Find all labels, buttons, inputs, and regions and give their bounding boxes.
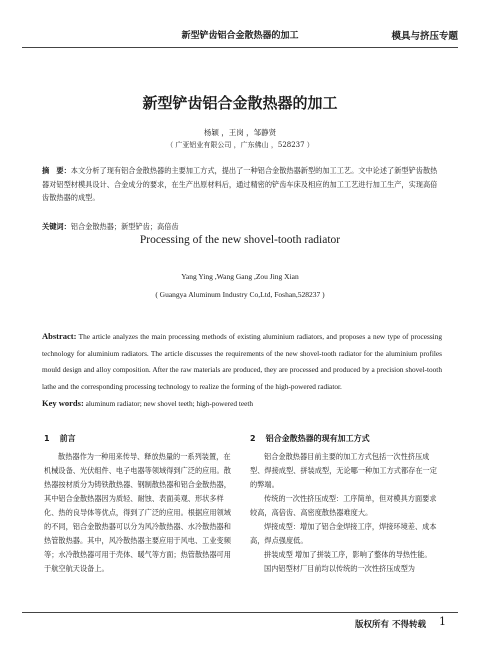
section-2-number: 2 xyxy=(250,434,256,443)
section-1-heading xyxy=(44,432,236,446)
en-keywords-label: Key words: xyxy=(42,398,84,408)
cn-affiliation: （ 广亚铝业有限公司 ，广东佛山 ，528237 ） xyxy=(166,141,314,149)
section-2-heading xyxy=(250,432,442,446)
section-2-paragraph-5: 国内铝型材厂目前均以传统的一次性挤压成型为 xyxy=(264,564,415,573)
section-name: 模具与挤压专题 xyxy=(391,31,458,42)
section-1-number: 1 xyxy=(44,434,50,443)
cn-abstract-text: 本文分析了现有铝合金散热器的主要加工方式，提出了一种铝合金散热器新型的加工工艺。文中论述了新型铲齿散热器对铝型材模具设计、合金成分的要求，在生产出原材料后，通过精密的铲齿车床及相应的加工工艺进行加工生产，实现高倍齿散热器的成型。 xyxy=(42,166,438,202)
section-2-paragraph-3: 焊接成型：增加了铝合金焊接工序，焊接环境差、成本高，焊点强度低。 xyxy=(250,522,437,545)
section-2-paragraph-1: 铝合金散热器目前主要的加工方式包括一次性挤压成型、焊接成型、拼装成型，无论哪一种加工方式都存在一定的弊端。 xyxy=(250,452,437,489)
en-authors: Yang Ying ,Wang Gang ,Zou Jing Xian xyxy=(181,272,299,281)
en-keywords-text: aluminum radiator; new shovel teeth; high-powered teeth xyxy=(83,399,253,408)
page-number: 1 xyxy=(439,615,446,628)
cn-keywords xyxy=(42,222,440,232)
running-title: 新型铲齿铝合金散热器的加工 xyxy=(181,31,299,41)
cn-authors: 杨颖 ，王岗 ，邹静贤 xyxy=(203,128,277,137)
section-2-paragraph-2: 传统的一次性挤压成型：工序简单，但对模具方面要求较高，高倍齿、高密度散热器难度大。 xyxy=(250,494,437,517)
en-affiliation: ( Guangya Aluminum Industry Co,Ltd, Foshan,528237 ) xyxy=(155,290,325,299)
section-2-title: 铝合金散热器的现有加工方式 xyxy=(265,434,370,443)
footer-copyright: 版权所有 不得转载 xyxy=(355,620,426,630)
en-keywords xyxy=(42,398,442,408)
cn-keywords-label: 关键词： xyxy=(42,222,71,231)
header-rule xyxy=(22,47,458,48)
column-right xyxy=(250,432,442,576)
column-left xyxy=(44,432,236,576)
cn-paper-title: 新型铲齿铝合金散热器的加工 xyxy=(142,94,338,112)
cn-abstract-label: 摘 要： xyxy=(42,166,71,175)
section-1-title: 前言 xyxy=(59,434,76,443)
en-paper-title: Processing of the new shovel-tooth radiator xyxy=(139,234,341,246)
cn-abstract xyxy=(42,164,440,205)
cn-keywords-text: 铝合金散热器；新型铲齿；高倍齿 xyxy=(70,222,179,231)
footer-rule xyxy=(22,612,458,613)
en-abstract-text: The article analyzes the main processing methods of existing aluminium radiators, and proposes a new type of processing technology for aluminium radiators. The article discusses the requirements of the new shovel-tooth radiator for the aluminium profiles mould design and alloy composition. After the raw materials are produced, they are processed and produced by a precision shovel-tooth lathe and the corresponding processing technology to realize the forming of the high-powered radiator. xyxy=(42,332,442,391)
en-abstract-label: Abstract: xyxy=(42,331,77,341)
en-abstract xyxy=(42,328,442,395)
section-1-paragraph: 散热器作为一种用来传导、释放热量的一系列装置，在机械设备、光伏组件、电子电器等领域得到广泛的应用。散热器按材质分为铸铁散热器、钢制散热器和铝合金散热器，其中铝合金散热器因为质轻、耐蚀、表面美观、形状多样化、热的良导体等优点，得到了广泛的应用。根据应用领域的不同，铝合金散热器可以分为风冷散热器、水冷散热器和热管散热器。其中，风冷散热器主要应用于风电、工业变频等；水冷散热器可用于壳体、暖气等方面；热管散热器可用于航空航天设备上。 xyxy=(44,452,231,573)
section-2-paragraph-4: 拼装成型 增加了拼装工序，影响了整体的导热性能。 xyxy=(264,550,432,559)
